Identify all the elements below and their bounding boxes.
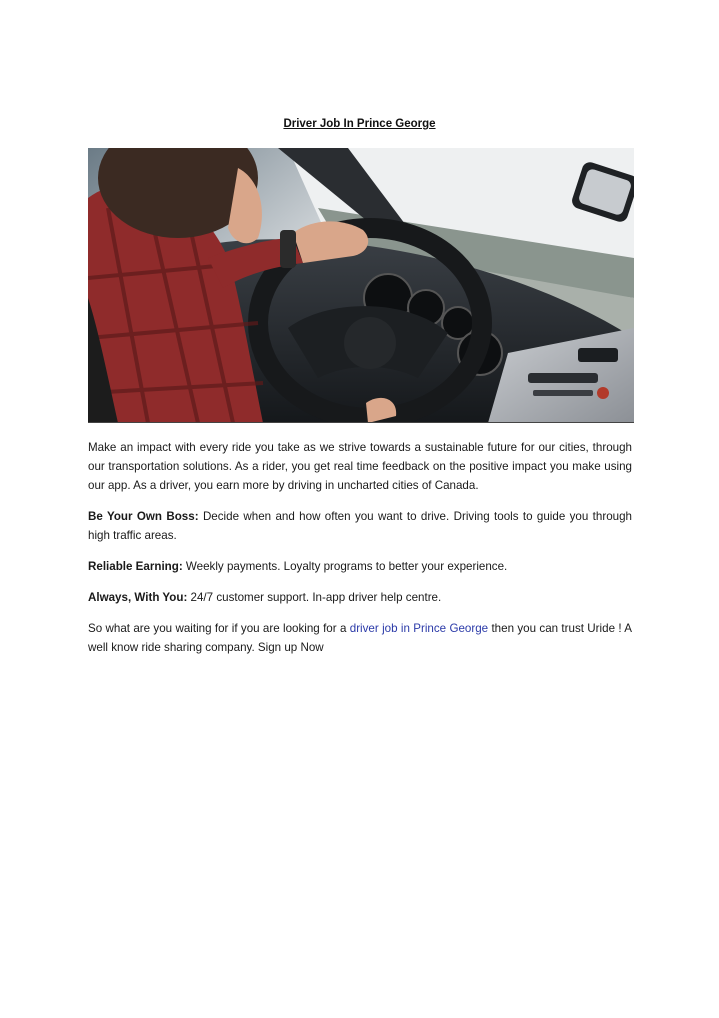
feature-paragraph xyxy=(88,588,632,607)
feature-text: 24/7 customer support. In-app driver help centre. xyxy=(187,591,442,604)
feature-paragraph xyxy=(88,557,632,576)
feature-text: Decide when and how often you want to drive. Driving tools to guide you through high traffic areas. xyxy=(88,510,633,542)
article-body xyxy=(88,438,632,669)
page-title: Driver Job In Prince George xyxy=(283,118,436,130)
closing-text-after: then you can trust Uride ! A well know ride sharing company. Sign up Now xyxy=(88,622,632,654)
driver-job-link[interactable]: driver job in Prince George xyxy=(349,622,489,635)
feature-label: Always, With You: xyxy=(88,591,188,604)
closing-text-before: So what are you waiting for if you are looking for a xyxy=(88,622,350,635)
driver-photo-illustration xyxy=(88,148,634,423)
feature-label: Be Your Own Boss: xyxy=(88,510,199,523)
feature-label: Reliable Earning: xyxy=(88,560,183,573)
intro-paragraph: Make an impact with every ride you take as we strive towards a sustainable future for our cities, through our transportation solutions. As a rider, you get real time feedback on the positive impact you make using our app. As a driver, you earn more by driving in uncharted cities of Canada. xyxy=(88,441,632,492)
driver-photo xyxy=(88,148,634,423)
feature-paragraph xyxy=(88,507,632,545)
feature-text: Weekly payments. Loyalty programs to better your experience. xyxy=(182,560,508,573)
closing-paragraph xyxy=(88,619,632,657)
